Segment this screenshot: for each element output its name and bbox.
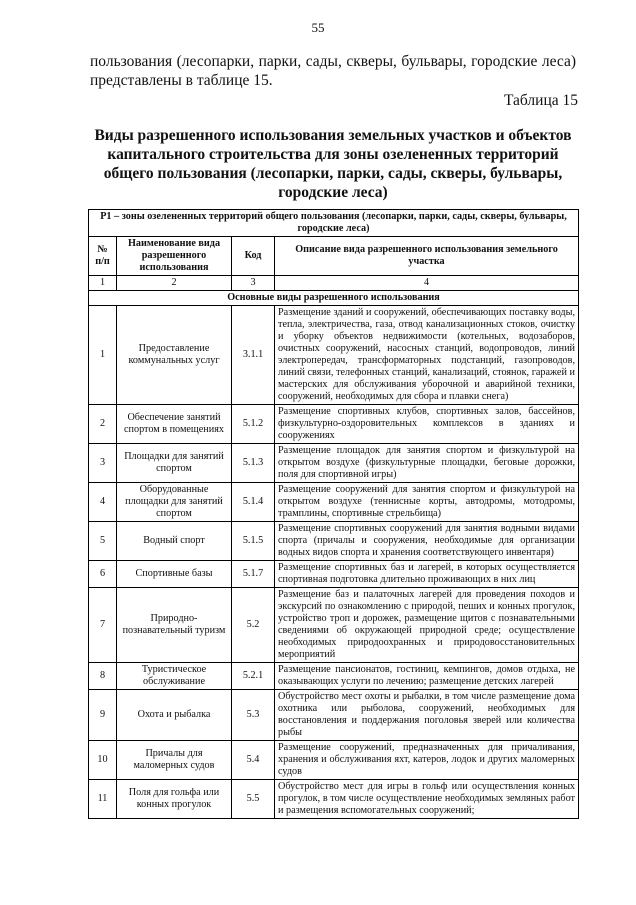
use-type-code: 5.5 (232, 780, 275, 819)
use-type-code: 3.1.1 (232, 306, 275, 405)
row-number: 11 (89, 780, 117, 819)
zone-header: Р1 – зоны озелененных территорий общего пользования (лесопарки, парки, сады, скверы, бульвары, городские леса) (89, 210, 579, 237)
row-number: 5 (89, 522, 117, 561)
row-number: 8 (89, 663, 117, 690)
row-number: 6 (89, 561, 117, 588)
use-type-name: Охота и рыбалка (117, 690, 232, 741)
use-type-description: Размещение баз и палаточных лагерей для проведения походов и экскурсий по ознакомлению с природой, пеших и конных прогулок, устройство троп и дорожек, размещение щитов с познавательными сведениями об окружающей природной среде; осуществление необходимых природоохранных и природовосстановительных мероприятий (275, 588, 579, 663)
table-row (89, 741, 579, 780)
row-number: 7 (89, 588, 117, 663)
land-use-table (88, 209, 579, 819)
column-header-name: Наименование вида разрешенного использования (117, 237, 232, 276)
table-row (89, 522, 579, 561)
column-index: 3 (232, 276, 275, 291)
intro-paragraph (90, 52, 576, 90)
section-header: Основные виды разрешенного использования (89, 291, 579, 306)
use-type-code: 5.2.1 (232, 663, 275, 690)
table-row (89, 588, 579, 663)
row-number: 9 (89, 690, 117, 741)
row-number: 3 (89, 444, 117, 483)
use-type-name: Спортивные базы (117, 561, 232, 588)
row-number: 4 (89, 483, 117, 522)
column-index: 4 (275, 276, 579, 291)
use-type-name: Поля для гольфа или конных прогулок (117, 780, 232, 819)
intro-line-1: пользования (лесопарки, парки, сады, скверы, бульвары, городские леса) (90, 53, 576, 70)
use-type-code: 5.1.3 (232, 444, 275, 483)
zone-header-row (89, 210, 579, 237)
use-type-name: Площадки для занятий спортом (117, 444, 232, 483)
use-type-name: Обеспечение занятий спортом в помещениях (117, 405, 232, 444)
use-type-name: Природно-познавательный туризм (117, 588, 232, 663)
table-row (89, 780, 579, 819)
column-header-num: № п/п (89, 237, 117, 276)
intro-line-2: представлены в таблице 15. (90, 72, 273, 89)
use-type-code: 5.3 (232, 690, 275, 741)
column-header-desc: Описание вида разрешенного использования земельного участка (275, 237, 579, 276)
use-type-description: Размещение спортивных клубов, спортивных залов, бассейнов, физкультурно-оздоровительных комплексов в зданиях и сооружениях (275, 405, 579, 444)
use-type-code: 5.4 (232, 741, 275, 780)
use-type-code: 5.1.2 (232, 405, 275, 444)
use-type-name: Причалы для маломерных судов (117, 741, 232, 780)
column-header-row (89, 237, 579, 276)
column-index-row (89, 276, 579, 291)
table-row (89, 663, 579, 690)
use-type-description: Размещение сооружений для занятия спортом и физкультурой на открытом воздухе (теннисные корты, автодромы, мотодромы, трамплины, спортивные стрельбища) (275, 483, 579, 522)
table-row (89, 405, 579, 444)
use-type-description: Размещение зданий и сооружений, обеспечивающих поставку воды, тепла, электричества, газа, отвод канализационных стоков, очистку и уборку объектов недвижимости (котельных, водозаборов, очистных сооружений, насосных станций, водопроводов, линий электропередач, трансформаторных подстанций, газопроводов, линий связи, телефонных станций, канализаций, стоянок, гаражей и мастерских для обслуживания уборочной и аварийной техники, сооружений, необходимых для сбора и плавки снега) (275, 306, 579, 405)
use-type-code: 5.1.7 (232, 561, 275, 588)
use-type-description: Размещение сооружений, предназначенных для причаливания, хранения и обслуживания яхт, катеров, лодок и других маломерных судов (275, 741, 579, 780)
use-type-description: Размещение пансионатов, гостиниц, кемпингов, домов отдыха, не оказывающих услуги по лечению; размещение детских лагерей (275, 663, 579, 690)
use-type-description: Размещение спортивных сооружений для занятия водными видами спорта (причалы и сооружения, необходимые для организации водных видов спорта и хранения соответствующего инвентаря) (275, 522, 579, 561)
row-number: 1 (89, 306, 117, 405)
column-index: 1 (89, 276, 117, 291)
row-number: 10 (89, 741, 117, 780)
table-row (89, 483, 579, 522)
use-type-code: 5.2 (232, 588, 275, 663)
table-row (89, 561, 579, 588)
use-type-code: 5.1.5 (232, 522, 275, 561)
table-row (89, 690, 579, 741)
column-header-code: Код (232, 237, 275, 276)
column-index: 2 (117, 276, 232, 291)
table-label: Таблица 15 (503, 92, 578, 109)
use-type-code: 5.1.4 (232, 483, 275, 522)
use-type-description: Обустройство мест для игры в гольф или осуществления конных прогулок, в том числе осуществление необходимых земляных работ и размещения вспомогательных сооружений; (275, 780, 579, 819)
use-type-name: Оборудованные площадки для занятий спортом (117, 483, 232, 522)
use-type-name: Водный спорт (117, 522, 232, 561)
use-type-description: Размещение площадок для занятия спортом и физкультурой на открытом воздухе (физкультурные площадки, беговые дорожки, поля для спортивной игры) (275, 444, 579, 483)
table-row (89, 306, 579, 405)
use-type-name: Туристическое обслуживание (117, 663, 232, 690)
use-type-description: Обустройство мест охоты и рыбалки, в том числе размещение дома охотника или рыболова, сооружений, необходимых для восстановления и поддержания поголовья зверей или количества рыбы (275, 690, 579, 741)
document-title: Виды разрешенного использования земельных участков и объектов капитального строительства для зоны озелененных территорий общего пользования (лесопарки, парки, сады, скверы, бульвары, городские леса) (94, 127, 572, 201)
page-number: 55 (311, 20, 325, 35)
table-row (89, 444, 579, 483)
use-type-description: Размещение спортивных баз и лагерей, в которых осуществляется спортивная подготовка длительно проживающих в них лиц (275, 561, 579, 588)
use-type-name: Предоставление коммунальных услуг (117, 306, 232, 405)
section-row (89, 291, 579, 306)
row-number: 2 (89, 405, 117, 444)
